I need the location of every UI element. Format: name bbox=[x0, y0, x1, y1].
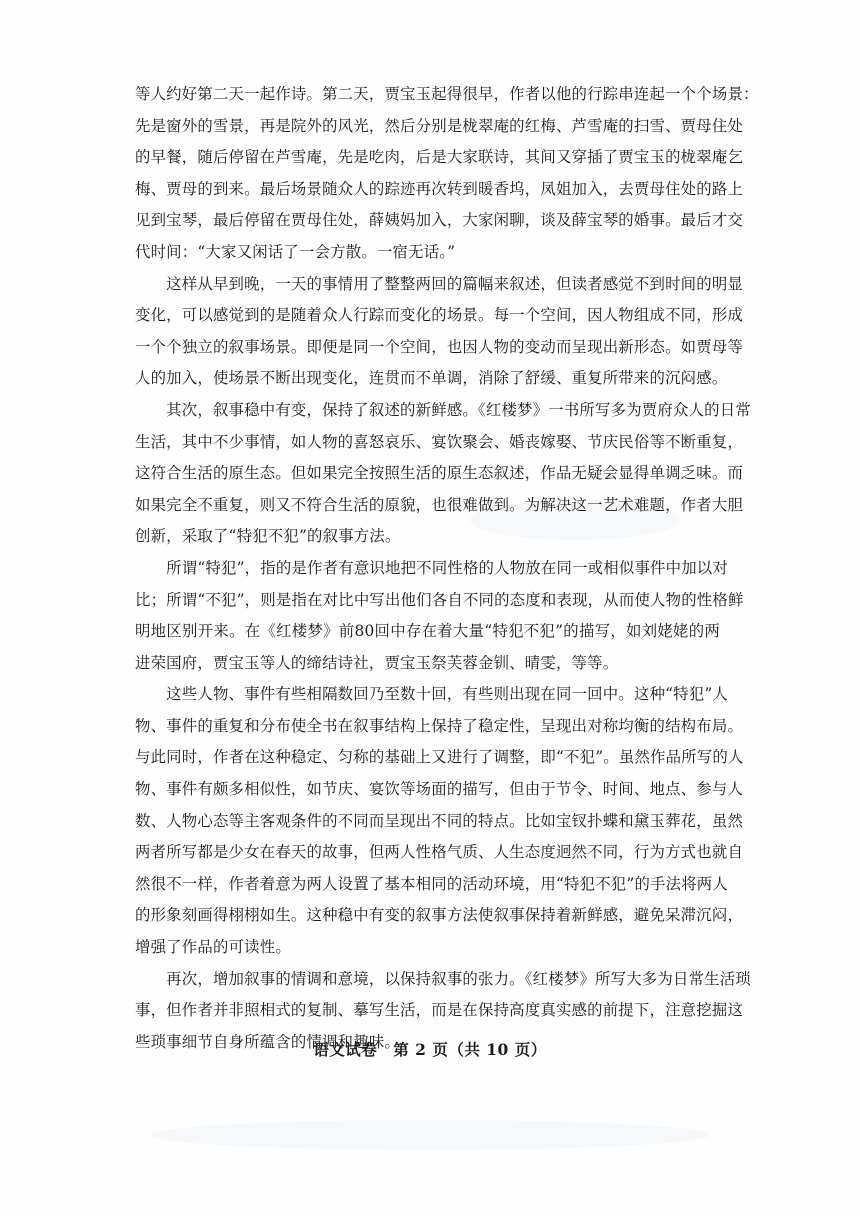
page-footer: 语文试卷 第 2 页（共 10 页） bbox=[313, 1040, 547, 1059]
text-line: 如果完全不重复，则又不符合生活的原貌，也很难做到。为解决这一艺术难题，作者大胆 bbox=[135, 495, 744, 514]
text-line: 增强了作品的可读性。 bbox=[135, 938, 291, 957]
text-line: 变化，可以感觉到的是随着众人行踪而变化的场景。每一个空间，因人物组成不同，形成 bbox=[135, 306, 744, 325]
text-line: 些琐事细节自身所蕴含的情调和趣味。 bbox=[135, 1032, 401, 1051]
text-line: 的早餐，随后停留在芦雪庵，先是吃肉，后是大家联诗，其间又穿插了贾宝玉的栊翠庵乞 bbox=[135, 148, 744, 167]
text-line: 物、事件有颇多相似性，如节庆、宴饮等场面的描写，但由于节令、时间、地点、参与人 bbox=[135, 780, 744, 799]
text-line: 数、人物心态等主客观条件的不同而呈现出不同的特点。比如宝钗扑蝶和黛玉葬花，虽然 bbox=[135, 811, 744, 830]
text-line: 代时间：“大家又闲话了一会方散。一宿无话。” bbox=[135, 242, 456, 261]
text-line: 这样从早到晚，一天的事情用了整整两回的篇幅来叙述，但读者感觉不到时间的明显 bbox=[135, 274, 744, 293]
text-line: 创新，采取了“特犯不犯”的叙事方法。 bbox=[135, 527, 401, 546]
text-line: 两者所写都是少女在春天的故事，但两人性格气质、人生态度迥然不同，行为方式也就自 bbox=[135, 843, 744, 862]
text-line: 其次，叙事稳中有变，保持了叙述的新鲜感。《红楼梦》一书所写多为贾府众人的日常 bbox=[135, 400, 751, 419]
text-line: 一个个独立的叙事场景。即便是同一个空间，也因人物的变动而呈现出新形态。如贾母等 bbox=[135, 337, 744, 356]
body-text bbox=[135, 79, 759, 1058]
text-line: 明地区别开来。在《红楼梦》前80回中存在着大量“特犯不犯”的描写，如刘姥姥的两 bbox=[135, 622, 720, 641]
text-line: 等人约好第二天一起作诗。第二天，贾宝玉起得很早，作者以他的行踪串连起一个个场景： bbox=[135, 85, 759, 103]
text-line: 梅、贾母的到来。最后场景随众人的踪迹再次转到暖香坞，凤姐加入，去贾母住处的路上 bbox=[135, 179, 744, 198]
text-line: 比；所谓“不犯”，则是指在对比中写出他们各自不同的态度和表现，从而使人物的性格鲜 bbox=[135, 590, 744, 609]
text-line: 先是窗外的雪景，再是院外的风光，然后分别是栊翠庵的红梅、芦雪庵的扫雪、贾母住处 bbox=[135, 116, 744, 135]
scan-smudge bbox=[150, 1120, 710, 1150]
text-line: 人的加入，使场景不断出现变化，连贯而不单调，消除了舒缓、重复所带来的沉闷感。 bbox=[135, 369, 728, 388]
text-line: 生活，其中不少事情，如人物的喜怒哀乐、宴饮聚会、婚丧嫁娶、节庆民俗等不断重复， bbox=[135, 432, 744, 451]
text-line: 这符合生活的原生态。但如果完全按照生活的原生态叙述，作品无疑会显得单调乏味。而 bbox=[135, 464, 744, 483]
text-line: 物、事件的重复和分布使全书在叙事结构上保持了稳定性，呈现出对称均衡的结构布局。 bbox=[135, 716, 744, 735]
text-line: 进荣国府，贾宝玉等人的缔结诗社，贾宝玉祭芙蓉金钏、晴雯，等等。 bbox=[135, 653, 619, 672]
text-line: 这些人物、事件有些相隔数回乃至数十回，有些则出现在同一回中。这种“特犯”人 bbox=[135, 685, 728, 704]
text-line: 再次，增加叙事的情调和意境，以保持叙事的张力。《红楼梦》所写大多为日常生活琐 bbox=[135, 969, 751, 988]
text-line: 的形象刻画得栩栩如生。这种稳中有变的叙事方法使叙事保持着新鲜感，避免呆滞沉闷， bbox=[135, 906, 744, 925]
text-line: 所谓“特犯”，指的是作者有意识地把不同性格的人物放在同一或相似事件中加以对 bbox=[135, 558, 728, 577]
text-line: 见到宝琴，最后停留在贾母住处，薛姨妈加入，大家闲聊，谈及薛宝琴的婚事。最后才交 bbox=[135, 211, 744, 230]
text-line: 事，但作者并非照相式的复制、摹写生活，而是在保持高度真实感的前提下，注意挖掘这 bbox=[135, 1001, 744, 1020]
text-line: 然很不一样，作者着意为两人设置了基本相同的活动环境，用“特犯不犯”的手法将两人 bbox=[135, 874, 728, 893]
text-line: 与此同时，作者在这种稳定、匀称的基础上又进行了调整，即“不犯”。虽然作品所写的人 bbox=[135, 748, 744, 767]
